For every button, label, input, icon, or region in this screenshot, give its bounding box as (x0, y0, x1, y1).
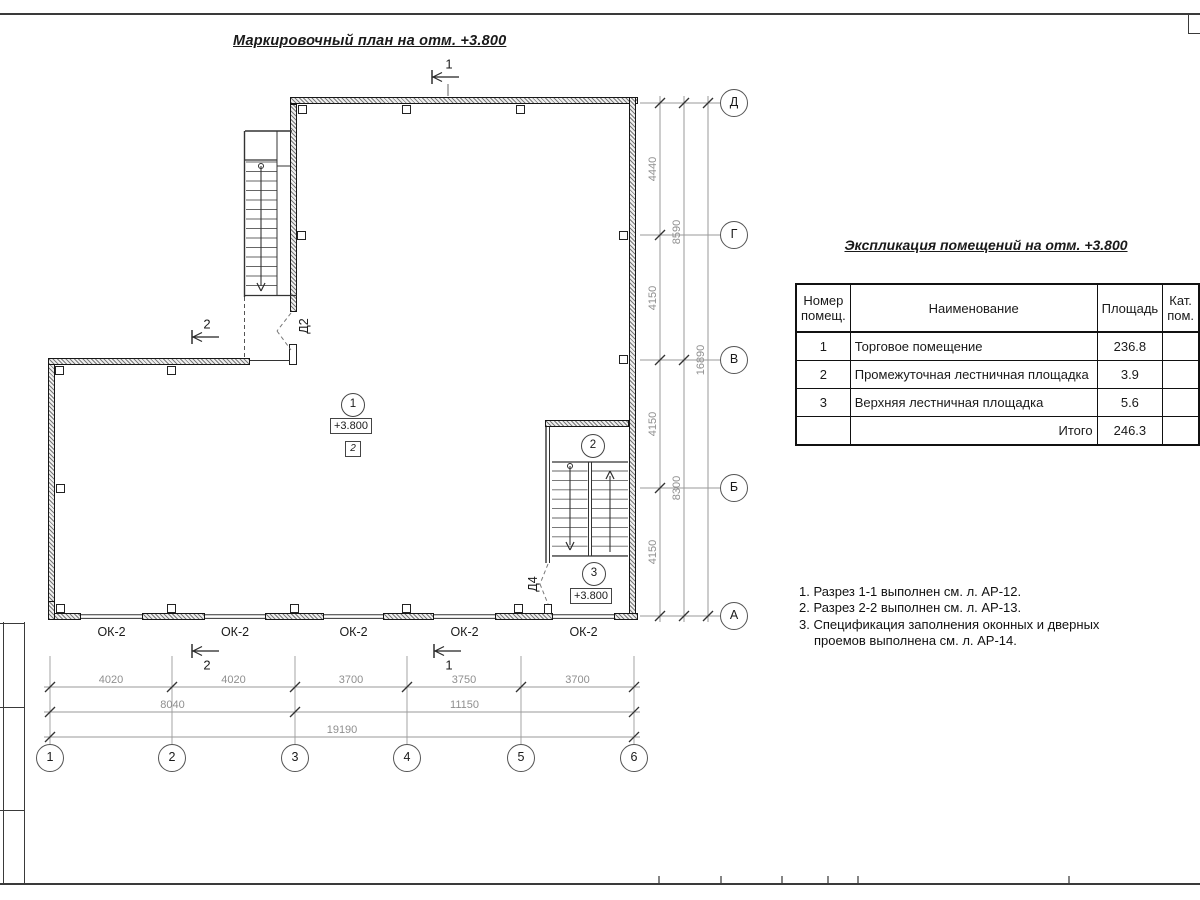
total-area: 246.3 (1097, 417, 1163, 446)
room-1-elevation: +3.800 (330, 418, 372, 434)
column-marker (514, 604, 523, 613)
column-marker (297, 231, 306, 240)
col-header-number: Номер помещ. (796, 284, 850, 332)
room-number-2: 2 (581, 434, 605, 458)
wall-bottom-pier (142, 613, 205, 620)
dim-value: 4150 (647, 539, 659, 565)
dim-value: 4440 (647, 156, 659, 182)
plan-title: Маркировочный план на отм. +3.800 (233, 33, 507, 49)
door-post-d2 (289, 344, 297, 365)
wall-right (629, 97, 636, 620)
column-marker (56, 484, 65, 493)
cell-category (1163, 361, 1199, 389)
cell-empty (796, 417, 850, 446)
section-mark-1-top: 1 (445, 56, 453, 72)
cell-area: 3.9 (1097, 361, 1163, 389)
wall-top (290, 97, 638, 104)
column-marker (619, 231, 628, 240)
wall-bottom-pier (383, 613, 434, 620)
grid-bubble-2: 2 (158, 744, 186, 772)
dim-value: 16890 (695, 344, 707, 375)
cell-name: Верхняя лестничная площадка (850, 389, 1097, 417)
window-label: ОК-2 (220, 625, 250, 639)
frame-left-divider (0, 810, 25, 811)
cell-category (1163, 389, 1199, 417)
wall-stair-enclosure-top (545, 420, 629, 427)
dim-value: 3700 (338, 674, 364, 686)
column-marker (516, 105, 525, 114)
dim-value: 4020 (221, 674, 246, 686)
cell-name: Торговое помещение (850, 332, 1097, 361)
dim-value: 19190 (326, 724, 358, 736)
cell-category (1163, 332, 1199, 361)
table-total-row (796, 417, 1199, 446)
window-label: ОК-2 (339, 625, 368, 639)
column-marker (298, 105, 307, 114)
section-mark-1-bottom: 1 (445, 657, 453, 673)
frame-bottom-line (0, 883, 1200, 885)
dim-value: 8300 (671, 475, 683, 501)
cell-empty (1163, 417, 1199, 446)
total-label: Итого (850, 417, 1097, 446)
grid-bubble-В: В (720, 346, 748, 374)
table-row (796, 332, 1199, 361)
note-item: 2. Разрез 2-2 выполнен см. л. АР-13. (799, 600, 1022, 616)
section-mark-2-mid: 2 (203, 316, 211, 332)
explication-table (795, 283, 1200, 446)
column-marker (55, 366, 64, 375)
wall-bottom-pier (495, 613, 553, 620)
dim-value: 4020 (98, 674, 124, 686)
column-marker (167, 604, 176, 613)
column-marker (402, 105, 411, 114)
grid-bubble-Г: Г (720, 221, 748, 249)
note-item: 1. Разрез 1-1 выполнен см. л. АР-12. (799, 584, 1022, 599)
table-row (796, 361, 1199, 389)
cell-number: 1 (796, 332, 850, 361)
column-marker (619, 355, 628, 364)
frame-top-right-notch-h (1188, 33, 1200, 34)
cell-number: 3 (796, 389, 850, 417)
door-label-d2: Д2 (297, 318, 311, 334)
col-header-area: Площадь (1097, 284, 1163, 332)
table-row (796, 389, 1199, 417)
cell-area: 5.6 (1097, 389, 1163, 417)
grid-bubble-6: 6 (620, 744, 648, 772)
frame-top-line (0, 13, 1200, 15)
wall-bottom-pier (614, 613, 638, 620)
wall-row-v (48, 358, 250, 365)
window-label: ОК-2 (97, 625, 126, 639)
door-post-d4 (544, 604, 552, 614)
dim-value: 8590 (671, 219, 683, 244)
dim-value: 11150 (450, 699, 479, 711)
cell-area: 236.8 (1097, 332, 1163, 361)
dim-value: 3700 (565, 674, 590, 686)
cell-name: Промежуточная лестничная площадка (850, 361, 1097, 389)
explication-title: Экспликация помещений на отм. +3.800 (844, 237, 1128, 253)
col-header-category: Кат. пом. (1163, 284, 1199, 332)
frame-left-outer (3, 622, 4, 884)
window-label: ОК-2 (569, 625, 598, 639)
col-header-name: Наименование (850, 284, 1097, 332)
room-number-1: 1 (341, 393, 365, 417)
grid-bubble-Б: Б (720, 474, 748, 502)
dim-value: 3750 (451, 674, 477, 686)
door-label-d4: Д4 (526, 576, 540, 592)
dim-value: 4150 (647, 411, 659, 437)
dim-value: 8040 (160, 699, 185, 711)
column-marker (290, 604, 299, 613)
frame-left-inner (24, 622, 25, 884)
column-marker (402, 604, 411, 613)
grid-bubble-А: А (720, 602, 748, 630)
room-number-3: 3 (582, 562, 606, 586)
grid-bubble-1: 1 (36, 744, 64, 772)
wall-bottom-pier (265, 613, 324, 620)
room-1-floor-type: 2 (345, 441, 361, 457)
grid-bubble-Д: Д (720, 89, 748, 117)
frame-left-divider (0, 623, 25, 624)
room-3-elevation: +3.800 (570, 588, 612, 604)
cell-number: 2 (796, 361, 850, 389)
section-mark-2-bottom: 2 (203, 657, 211, 673)
dim-value: 4150 (647, 285, 659, 310)
note-item: 3. Спецификация заполнения оконных и дверных проемов выполнена см. л. АР-14. (799, 616, 1100, 649)
notes-block (799, 584, 1135, 650)
wall-bottom-corner-return (48, 601, 55, 620)
wall-stair-shaft (290, 104, 297, 312)
grid-bubble-5: 5 (507, 744, 535, 772)
grid-bubble-4: 4 (393, 744, 421, 772)
grid-bubble-3: 3 (281, 744, 309, 772)
wall-left (48, 358, 55, 620)
frame-top-right-notch-v (1188, 13, 1189, 33)
frame-left-divider (0, 707, 25, 708)
window-label: ОК-2 (450, 625, 479, 639)
column-marker (167, 366, 176, 375)
column-marker (56, 604, 65, 613)
